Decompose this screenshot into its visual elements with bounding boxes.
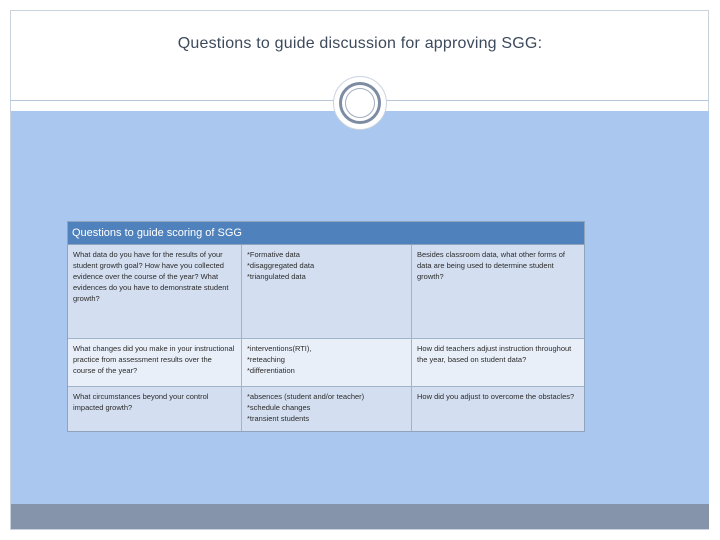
table-row	[68, 339, 584, 387]
slide-title: Questions to guide discussion for approving SGG:	[177, 35, 543, 52]
followup-cell: Besides classroom data, what other forms of data are being used to determine student growth?	[417, 250, 565, 281]
question-cell: What circumstances beyond your control impacted growth?	[68, 387, 242, 431]
followup-cell: How did you adjust to overcome the obstacles?	[417, 392, 575, 401]
question-cell: What changes did you make in your instructional practice from assessment results over the course of the year?	[68, 339, 242, 386]
scoring-questions-table	[67, 221, 585, 432]
table-row	[68, 387, 584, 431]
table-row	[68, 245, 584, 339]
table-header: Questions to guide scoring of SGG	[68, 222, 584, 245]
examples-cell: *interventions(RTI), *reteaching *differentiation	[242, 339, 412, 386]
question-cell: What data do you have for the results of your student growth goal? How have you collected evidence over the course of the year? What evidences do you have to demonstrate student growth?	[68, 245, 242, 338]
circle-inner	[345, 88, 375, 118]
footer-bar	[11, 504, 709, 529]
examples-cell: *absences (student and/or teacher) *schedule changes *transient students	[242, 387, 412, 431]
examples-cell: *Formative data *disaggregated data *triangulated data	[242, 245, 412, 338]
followup-cell: How did teachers adjust instruction throughout the year, based on student data?	[417, 344, 572, 364]
